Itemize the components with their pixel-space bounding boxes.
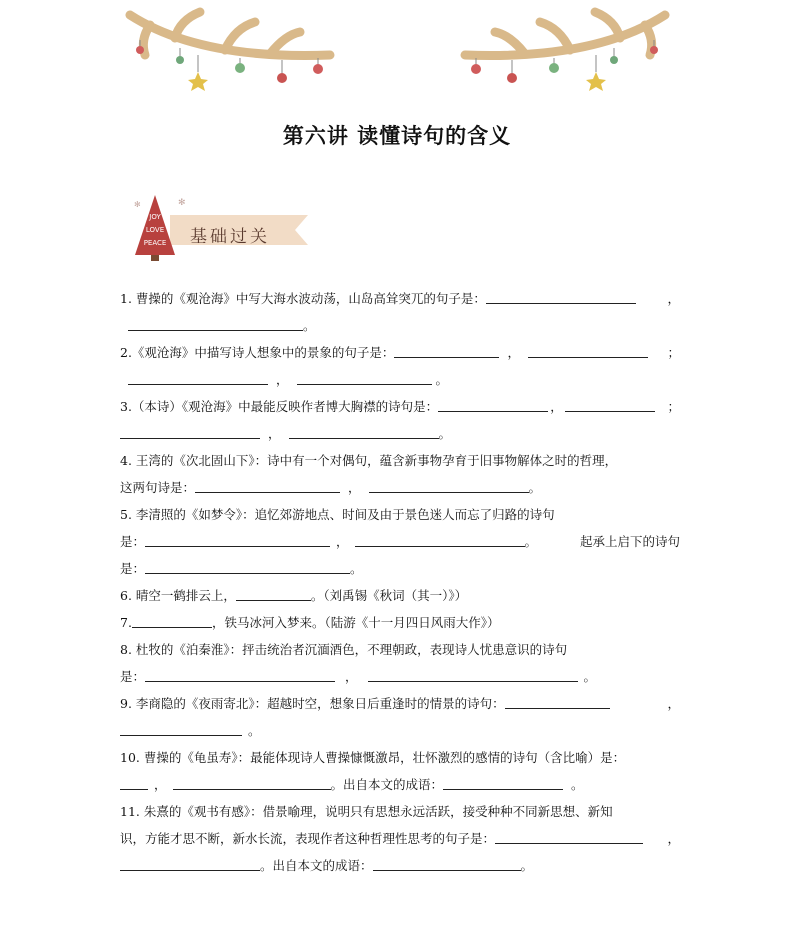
question-6 [120,582,680,609]
answer-blank[interactable] [355,532,525,547]
page-title: 第六讲 读懂诗句的含义 [282,123,512,148]
answer-blank[interactable] [120,424,260,439]
question-text: 起承上启下的诗句 [579,534,680,549]
answer-blank[interactable] [145,532,330,547]
answer-blank[interactable] [120,775,148,790]
section-label: 基础过关 [190,227,270,247]
question-text: 5. 李清照的《如梦令》：追忆郊游地点、时间及由于景色迷人而忘了归路的诗句 [120,507,555,522]
punct: ， [154,777,167,792]
question-text: 是： [120,534,146,549]
punct: 。 [438,426,452,441]
question-2 [120,339,680,393]
answer-blank[interactable] [120,721,242,736]
question-text: 是： [120,561,146,576]
punct: 。 [583,669,597,684]
question-text: 7. [120,615,132,630]
question-list [120,285,680,879]
answer-blank[interactable] [195,478,340,493]
question-4 [120,447,680,501]
answer-blank[interactable] [132,613,212,628]
answer-blank[interactable] [369,478,529,493]
question-text: 这两句诗是： [120,480,196,495]
answer-blank[interactable] [394,343,499,358]
punct: 。 [528,480,542,495]
question-text: 8. 杜牧的《泊秦淮》：抨击统治者沉湎酒色，不理朝政，表现诗人忧患意识的诗句 [120,642,568,657]
answer-blank[interactable] [528,343,648,358]
answer-blank[interactable] [368,667,578,682]
question-text: 11. 朱熹的《观书有感》：借景喻理，说明只有思想永远活跃，接受种种不同新思想、新知 [120,804,613,819]
question-9 [120,690,680,744]
question-text: 3.（本诗）《观沧海》中最能反映作者博大胸襟的诗句是： [120,399,439,414]
question-5 [120,501,680,582]
answer-blank[interactable] [443,775,563,790]
question-text: 1. 曹操的《观沧海》中写大海水波动荡，山岛高耸突兀的句子是： [120,291,486,306]
answer-blank[interactable] [505,694,610,709]
punct: 。 [303,318,316,333]
punct: ； [667,399,680,414]
question-10 [120,744,680,798]
antler-garland-decoration [0,0,794,100]
punct: ， [507,345,520,360]
punct: ， [550,399,563,414]
question-text: 6. 晴空一鹤排云上， [120,588,236,603]
badge-joy: JOY [149,213,161,221]
badge-love: LOVE [145,226,165,234]
punct: 。 [571,777,584,792]
punct: ， [268,426,281,441]
punct: 。 [350,561,363,576]
svg-text:✻: ✻ [134,200,141,209]
punct: ， [345,669,358,684]
answer-blank[interactable] [145,667,335,682]
answer-blank[interactable] [438,397,548,412]
answer-blank[interactable] [297,370,432,385]
question-text: ，铁马冰河入梦来。（陆游《十一月四日风雨大作》） [211,615,500,630]
answer-blank[interactable] [373,856,521,871]
punct: ， [667,831,680,846]
answer-blank[interactable] [565,397,655,412]
answer-blank[interactable] [236,586,311,601]
punct: 。 [248,723,261,738]
badge-peace: PEACE [143,239,167,247]
question-text: 2.《观沧海》中描写诗人想象中的景象的句子是： [120,345,395,360]
question-text: 。（刘禹锡《秋词（其一）》） [310,588,468,603]
question-text: 。出自本文的成语： [260,858,373,873]
answer-blank[interactable] [289,424,439,439]
svg-text:✻: ✻ [178,198,186,208]
question-text: 4. 王湾的《次北固山下》：诗中有一个对偶句，蕴含新事物孕育于旧事物解体之时的哲理， [120,453,618,468]
punct: ， [348,480,361,495]
answer-blank[interactable] [145,559,350,574]
punct: 。 [524,534,538,549]
answer-blank[interactable] [120,856,260,871]
question-1 [120,285,680,339]
question-text: 。出自本文的成语： [330,777,444,792]
punct: 。 [435,372,449,387]
punct: ， [667,291,680,306]
question-text: 是： [120,669,146,684]
question-8 [120,636,680,690]
answer-blank[interactable] [495,829,643,844]
question-3 [120,393,680,447]
punct: ， [667,696,680,711]
question-text: 9. 李商隐的《夜雨寄北》：超越时空，想象日后重逢时的情景的诗句： [120,696,505,711]
question-11 [120,798,680,879]
punct: 。 [520,858,534,873]
answer-blank[interactable] [128,316,303,331]
answer-blank[interactable] [173,775,331,790]
answer-blank[interactable] [486,289,636,304]
answer-blank[interactable] [128,370,268,385]
punct: ； [667,345,680,360]
question-text: 10. 曹操的《龟虽寿》：最能体现诗人曹操慷慨激昂，壮怀激烈的感情的诗句（含比喻）是： [120,750,626,765]
punct: ， [276,372,289,387]
question-7 [120,609,680,636]
question-text: 识，方能才思不断，新水长流，表现作者这种哲理性思考的句子是： [120,831,496,846]
punct: ， [336,534,349,549]
